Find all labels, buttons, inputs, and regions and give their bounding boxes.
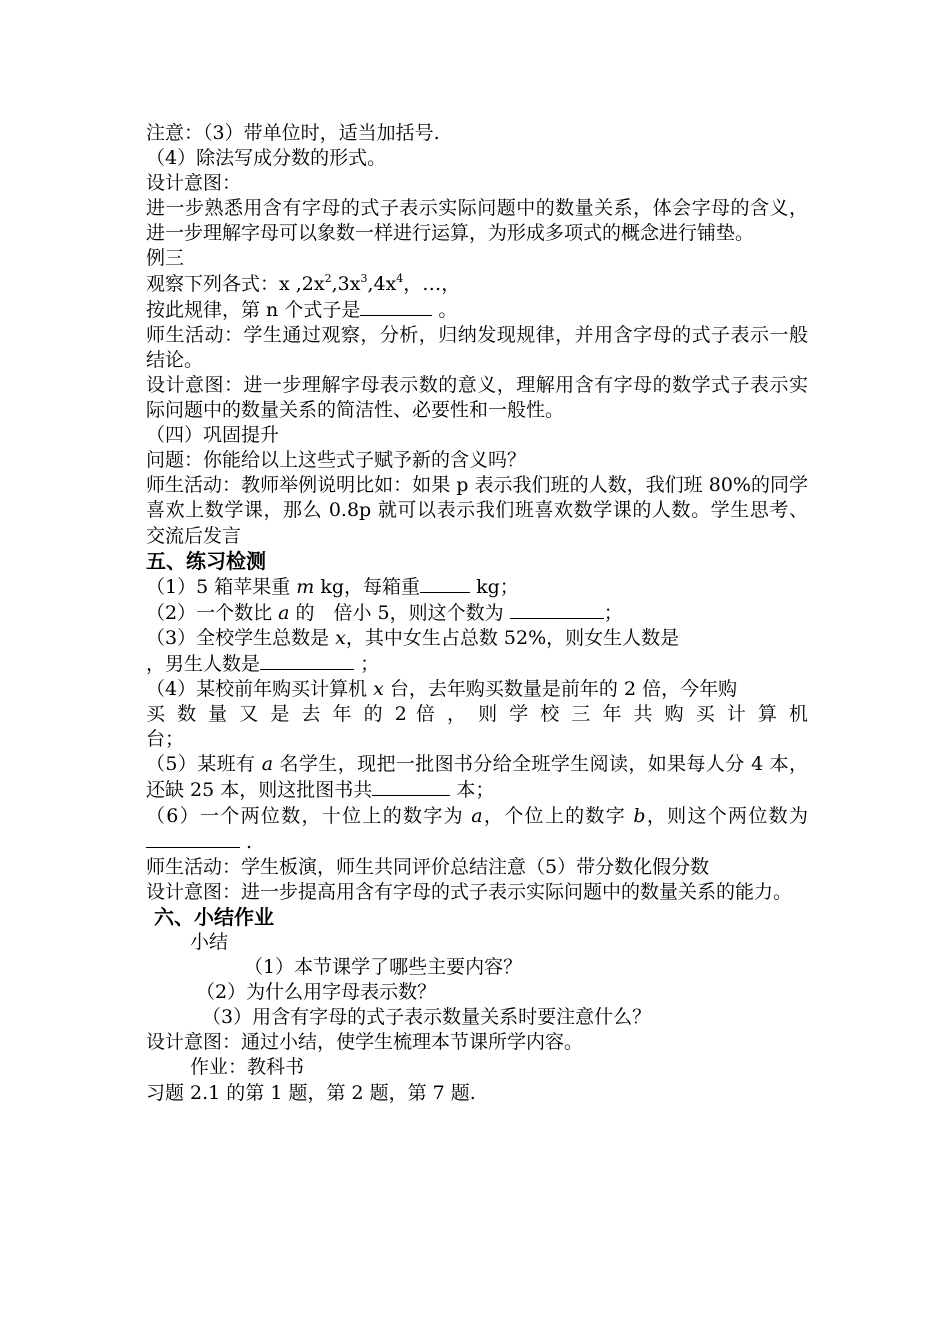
- design-intent-label: 设计意图：: [146, 172, 242, 195]
- question-text: 问题：你能给以上这些式子赋予新的含义吗？: [146, 449, 527, 472]
- section-subtitle: （四）巩固提升: [146, 424, 280, 447]
- summary-label: 小结: [190, 931, 229, 953]
- design-intent-text: 设计意图：通过小结，使学生梳理本节课所学内容。: [146, 1031, 584, 1054]
- exercise-2: （2）一个数比 a 的 倍小 5，则这个数为 ；: [146, 601, 623, 624]
- homework-text: 习题 2.1 的第 1 题，第 2 题，第 7 题.: [146, 1081, 476, 1104]
- answer-blank: [372, 777, 450, 796]
- answer-blank: [260, 651, 354, 670]
- summary-item: （1）本节课学了哪些主要内容？: [244, 956, 523, 979]
- answer-blank: [420, 574, 470, 593]
- answer-blank: [360, 297, 432, 316]
- activity-text: 师生活动：教师举例说明比如：如果 p 表示我们班的人数，我们班 80%的同学喜欢上数学课，那么 0.8p 就可以表示我们班喜欢数学课的人数。学生思考、交流后发言: [146, 474, 808, 547]
- exercise-5: （5）某班有 a 名学生，现把一批图书分给全班学生阅读，如果每人分 4 本，还缺 25 本，则这批图书共 本；: [146, 753, 808, 802]
- homework-label: 作业：教科书: [190, 1056, 305, 1079]
- exercise-3: （3）全校学生总数是 x，其中女生占总数 52%，则女生人数是 ，男生人数是 ；: [146, 626, 680, 675]
- answer-blank: [510, 600, 604, 619]
- example-sequence: 观察下列各式：x $,2x^2,3x^3,4x^4$，…，: [146, 271, 461, 295]
- activity-text: 师生活动：学生通过观察，分析，归纳发现规律，并用含字母的式子表示一般结论。: [146, 323, 808, 371]
- section-heading-summary: 六、小结作业: [154, 904, 274, 929]
- answer-blank: [146, 829, 240, 848]
- exercise-1: （1）5 箱苹果重 m kg，每箱重 kg；: [146, 575, 519, 598]
- note-line: （4）除法写成分数的形式。: [146, 147, 387, 170]
- exercise-4: （4）某校前年购买计算机 x 台，去年购买数量是前年的 2 倍，今年购: [146, 678, 738, 701]
- note-line: 注意：（3）带单位时，适当加括号.: [146, 122, 440, 144]
- design-intent-text: 设计意图：进一步提高用含有字母的式子表示实际问题中的数量关系的能力。: [146, 880, 793, 903]
- section-heading-practice: 五、练习检测: [146, 548, 266, 573]
- example-question: 按此规律，第 n 个式子是 。: [146, 298, 458, 321]
- exercise-4-continued: 买 数 量 又 是 去 年 的 2 倍 ， 则 学 校 三 年 共 购 买 计 算 机: [146, 703, 808, 726]
- exercise-6: （6）一个两位数，十位上的数字为 a，个位上的数字 b，则这个两位数为 .: [146, 804, 808, 853]
- design-intent-text: 进一步熟悉用含有字母的式子表示实际问题中的数量关系，体会字母的含义，进一步理解字母可以象数一样进行运算，为形成多项式的概念进行铺垫。: [146, 197, 808, 245]
- exercise-4-end: 台；: [146, 728, 185, 751]
- summary-item: （3）用含有字母的式子表示数量关系时要注意什么？: [202, 1006, 652, 1029]
- example-title: 例三: [146, 247, 185, 270]
- activity-text: 师生活动：学生板演，师生共同评价总结注意（5）带分数化假分数: [146, 855, 710, 878]
- design-intent-text: 设计意图：进一步理解字母表示数的意义，理解用含有字母的数学式子表示实际问题中的数量关系的简洁性、必要性和一般性。: [146, 373, 808, 422]
- summary-item: （2）为什么用字母表示数？: [196, 981, 437, 1004]
- document-body: [146, 121, 808, 1106]
